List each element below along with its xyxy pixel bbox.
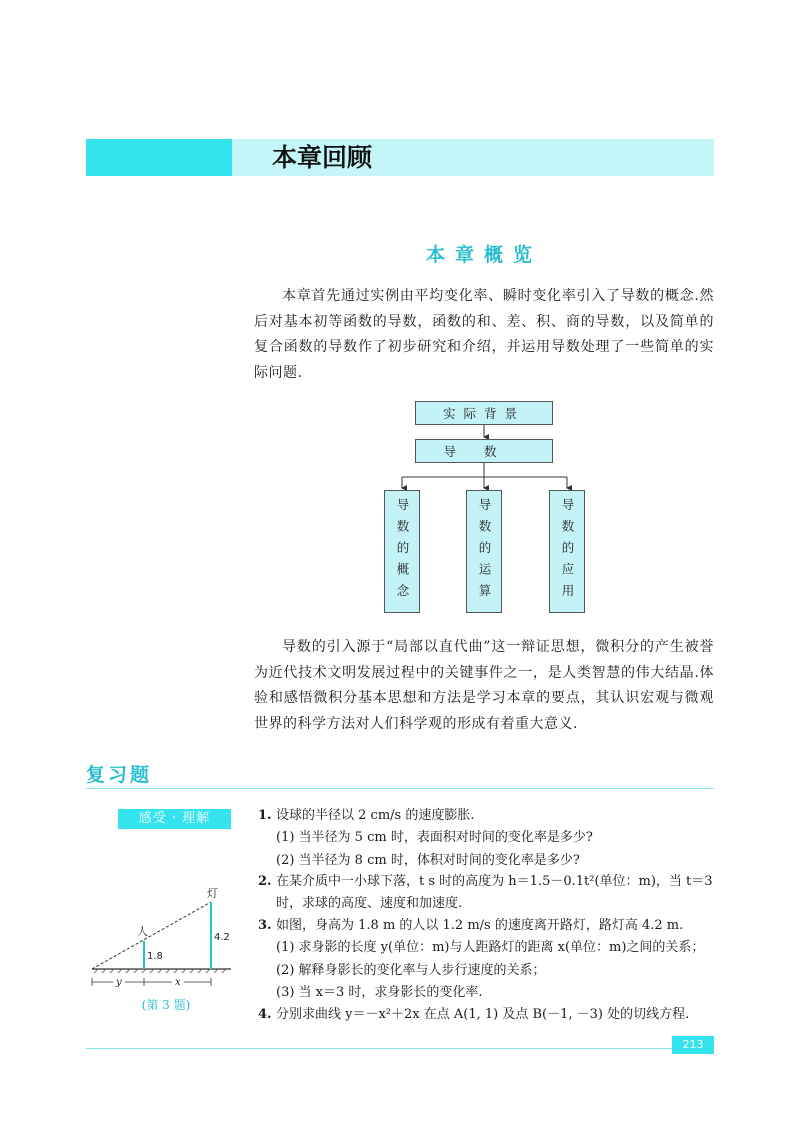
problem-number: 2. — [258, 874, 272, 889]
problem-text: 如图，身高为 1.8 m 的人以 1.2 m/s 的速度离开路灯，路灯高 4.2 m. — [276, 918, 684, 933]
review-title: 复习题 — [86, 764, 153, 786]
flowchart-application-box: 导数的应用 — [549, 490, 585, 613]
problem-number: 4. — [258, 1007, 272, 1022]
person-height-label: 1.8 — [147, 951, 163, 962]
problem-subquestion: (1) 当半径为 5 cm 时，表面积对时间的变化率是多少? — [276, 830, 593, 846]
flowchart-derivative-box: 导数 — [415, 439, 553, 463]
problem-3 — [258, 915, 714, 1004]
overview-title: 本章概览 — [425, 244, 542, 266]
page-number: 213 — [672, 1036, 714, 1054]
problem-text: 设球的半径以 2 cm/s 的速度膨胀. — [276, 808, 475, 823]
problem-number: 1. — [258, 808, 272, 823]
overview-paragraph-2: 导数的引入源于“局部以直代曲”这一辩证思想，微积分的产生被誉为近代技术文明发展过程中的关键事件之一，是人类智慧的伟大结晶.体验和感悟微积分基本思想和方法是学习本章的要点，其认识宏观与微观世界的科学方法对人们科学观的形成有着重大意义. — [254, 639, 714, 732]
y-label: y — [116, 977, 122, 988]
problem-4 — [258, 1004, 714, 1026]
problem-2 — [258, 871, 714, 916]
problem-text: 在某介质中一小球下落，t s 时的高度为 h＝1.5－0.1t²(单位：m)，当 t＝3 — [276, 874, 713, 889]
figure-caption: (第 3 题) — [141, 998, 191, 1012]
flowchart-background-box: 实际背景 — [415, 401, 553, 425]
problem-subquestion: (3) 当 x＝3 时，求身影长的变化率. — [276, 984, 483, 1000]
footer-divider — [86, 1048, 714, 1049]
flowchart-operation-box: 导数的运算 — [466, 490, 502, 613]
problem-text: 分别求曲线 y＝－x²＋2x 在点 A(1, 1) 及点 B(－1, －3) 处的切线方程. — [276, 1007, 690, 1022]
problem-subquestion: (1) 求身影的长度 y(单位：m)与人距路灯的距离 x(单位：m)之间的关系； — [276, 940, 705, 956]
level-badge: 感受 · 理解 — [118, 809, 231, 829]
problem-1 — [258, 805, 714, 872]
lamp-height-label: 4.2 — [214, 932, 230, 943]
person-label: 人 — [137, 925, 148, 938]
lamp-label: 灯 — [207, 887, 218, 900]
chapter-title: 本章回顾 — [272, 143, 373, 172]
overview-paragraph-1: 本章首先通过实例由平均变化率、瞬时变化率引入了导数的概念.然后对基本初等函数的导数，函数的和、差、积、商的导数，以及简单的复合函数的导数作了初步研究和介绍，并运用导数处理了一些简单的实际问题. — [254, 288, 714, 381]
flowchart-concept-box: 导数的概念 — [384, 490, 420, 613]
x-label: x — [175, 977, 181, 988]
problem-subquestion: (2) 当半径为 8 cm 时，体积对时间的变化率是多少? — [276, 852, 580, 868]
chapter-banner-left-block — [86, 139, 232, 176]
review-divider — [86, 788, 714, 789]
problem-number: 3. — [258, 918, 272, 933]
problem-text-continued: 时，求球的高度、速度和加速度. — [276, 896, 463, 912]
lamp-shadow-figure — [86, 880, 246, 1000]
problem-subquestion: (2) 解释身影长的变化率与人步行速度的关系； — [276, 962, 546, 978]
